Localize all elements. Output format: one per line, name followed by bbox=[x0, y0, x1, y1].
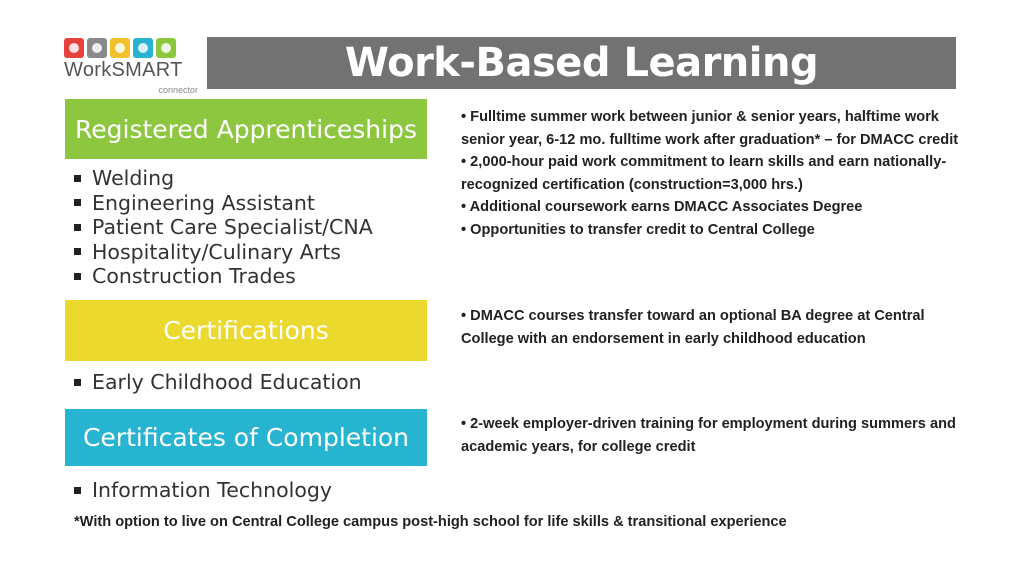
list-item-label: Patient Care Specialist/CNA bbox=[92, 215, 373, 239]
page-title: Work-Based Learning bbox=[344, 40, 819, 86]
list-item-label: Engineering Assistant bbox=[92, 190, 315, 215]
title-bar bbox=[207, 37, 956, 89]
certifications-header bbox=[65, 300, 427, 361]
registered-apprenticeships-header bbox=[65, 99, 427, 159]
phone-icon bbox=[110, 38, 130, 58]
square-bullet-icon bbox=[74, 224, 81, 231]
detail-bullet: • Additional coursework earns DMACC Associates Degree bbox=[461, 199, 863, 215]
certificates-of-completion-list bbox=[74, 478, 332, 503]
list-item bbox=[74, 370, 362, 395]
logo-icon-row bbox=[64, 38, 202, 58]
logo-wordmark bbox=[64, 60, 202, 80]
detail-bullet: • 2,000-hour paid work commitment to learn skills and earn nationally-recognized certification (construction=3,000 hrs.) bbox=[461, 154, 947, 193]
certificates-of-completion-header bbox=[65, 409, 427, 466]
certificates-of-completion-heading: Certificates of Completion bbox=[82, 423, 410, 452]
square-bullet-icon bbox=[74, 487, 81, 494]
list-item-label: Early Childhood Education bbox=[92, 370, 362, 394]
certifications-heading: Certifications bbox=[163, 316, 329, 345]
registered-apprenticeships-details bbox=[461, 106, 981, 241]
detail-bullet: • DMACC courses transfer toward an optional BA degree at Central College with an endorsement in early childhood education bbox=[461, 308, 925, 347]
list-item-label: Welding bbox=[92, 166, 175, 190]
list-item bbox=[74, 478, 332, 503]
list-item bbox=[74, 264, 373, 289]
list-item bbox=[74, 215, 373, 240]
list-item bbox=[74, 191, 373, 216]
list-item-label: Construction Trades bbox=[92, 264, 296, 288]
logo-subtitle: connector bbox=[158, 85, 198, 95]
registered-apprenticeships-list bbox=[74, 166, 373, 289]
square-bullet-icon bbox=[74, 175, 81, 182]
handshake-icon bbox=[133, 38, 153, 58]
logo-word-work: Work bbox=[64, 59, 112, 81]
square-bullet-icon bbox=[74, 273, 81, 280]
registered-apprenticeships-heading: Registered Apprenticeships bbox=[75, 114, 417, 144]
brain-gear-icon bbox=[156, 38, 176, 58]
footnote: *With option to live on Central College campus post-high school for life skills & transitional experience bbox=[74, 514, 787, 530]
square-bullet-icon bbox=[74, 379, 81, 386]
list-item-label: Hospitality/Culinary Arts bbox=[92, 239, 341, 264]
certifications-list bbox=[74, 370, 362, 395]
list-item-label: Information Technology bbox=[92, 478, 333, 502]
logo-word-smart: SMART bbox=[111, 59, 183, 81]
certifications-details bbox=[461, 305, 981, 350]
square-bullet-icon bbox=[74, 248, 81, 255]
certificates-of-completion-details bbox=[461, 413, 981, 458]
square-bullet-icon bbox=[74, 199, 81, 206]
detail-bullet: • Fulltime summer work between junior & senior years, halftime work senior year, 6-12 mo. fulltime work after graduation* – for DMACC credit bbox=[461, 109, 959, 148]
detail-bullet: • 2-week employer-driven training for employment during summers and academic years, for college credit bbox=[461, 416, 956, 455]
worksmart-logo bbox=[64, 38, 202, 94]
list-item bbox=[74, 166, 373, 191]
detail-bullet: • Opportunities to transfer credit to Central College bbox=[461, 221, 815, 238]
lightbulb-icon bbox=[64, 38, 84, 58]
list-item bbox=[74, 240, 373, 265]
gear-icon bbox=[87, 38, 107, 58]
